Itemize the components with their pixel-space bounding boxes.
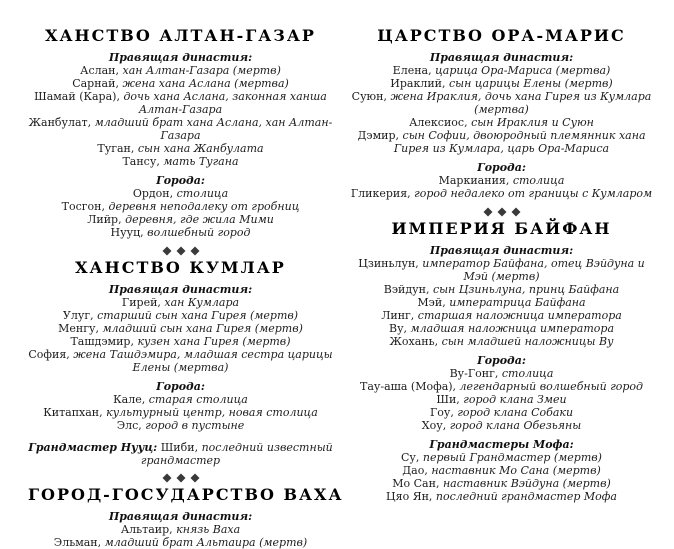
entry-name: Гоу: [429, 405, 451, 419]
entry-name: Сарнай: [72, 77, 116, 90]
list-item: Ордон, столица: [132, 187, 229, 200]
entry-name: Эльман: [53, 536, 98, 549]
entry-name: Цяо Ян: [386, 489, 429, 503]
realm-section: [28, 283, 333, 374]
entry-name: Цзиньлун: [358, 256, 416, 270]
entry-name: Вэйдун: [383, 282, 426, 296]
realm-section: [349, 244, 654, 348]
entry-name: Аслан: [80, 64, 116, 77]
right-column: [349, 26, 654, 549]
entry-description: столица: [512, 174, 565, 187]
realm-title: ГОРОД-ГОСУДАРСТВО ВАХА: [28, 485, 344, 504]
list-item: Ираклий, сын царицы Елены (мертв): [390, 77, 613, 90]
list-item: Гоу, город клана Собаки: [429, 405, 574, 419]
list-item: Дао, наставник Мо Сана (мертв): [402, 463, 601, 477]
entry-description: первый Грандмастер (мертв): [422, 450, 602, 464]
entry-name: Мэй: [417, 295, 443, 309]
entry-name: Ву-Гонг: [449, 366, 495, 380]
list-item: Дэмир, сын Софии, двоюродный племянник хана Гирея из Кумлара, царь Ора-Мариса: [357, 129, 646, 155]
entry-description: сын Ираклия и Суюн: [471, 116, 594, 129]
realm-section: [28, 441, 333, 467]
entry-description: последний известный грандмастер: [140, 440, 333, 467]
list-item: Китапхан, культурный центр, новая столица: [43, 405, 318, 419]
entry-description: столица: [501, 366, 554, 380]
entry-description: деревня неподалеку от гробниц: [108, 200, 300, 213]
entry-name: Ираклий: [390, 77, 443, 90]
entry-description: младшая наложница императора: [410, 321, 615, 335]
entry-description: жена хана Аслана (мертва): [122, 77, 289, 90]
realm-section: [349, 161, 654, 200]
list-item: Элс, город в пустыне: [116, 418, 245, 432]
realm-section: [349, 354, 654, 432]
list-item: Жанбулат, младший брат хана Аслана, хан Алтан-Газара: [28, 116, 333, 142]
entry-description: мать Тугана: [163, 155, 239, 168]
diamond-separator-icon: [162, 473, 200, 483]
entry-name: Шамай (Кара): [34, 90, 117, 103]
realm-section: [28, 510, 333, 549]
entry-name: Альтаир: [120, 523, 170, 536]
entry-name: Тансу: [122, 155, 157, 168]
entry-name: Шиби: [160, 440, 195, 454]
entry-description: город клана Обезьяны: [449, 418, 582, 432]
realm-title: ЦАРСТВО ОРА-МАРИС: [377, 26, 626, 45]
entry-description: младший брат хана Аслана, хан Алтан-Газара: [94, 116, 333, 142]
entry-name: Жохань: [389, 334, 435, 348]
entry-description: столица: [176, 187, 229, 200]
section-heading: Правящая династия:: [429, 243, 574, 257]
entry-description: сын младшей наложницы Ву: [441, 334, 614, 348]
entry-name: Жанбулат: [28, 116, 88, 129]
section-heading: Грандмастеры Мофа:: [429, 437, 574, 451]
entry-description: наставник Мо Сана (мертв): [431, 463, 601, 477]
entry-name: Ши: [436, 392, 457, 406]
list-item: Тау-аша (Мофа), легендарный волшебный город: [359, 379, 644, 393]
list-item: Гирей, хан Кумлара: [121, 295, 240, 309]
entry-name: Ташдэмир: [70, 334, 131, 348]
entry-name: Гликерия: [350, 187, 408, 200]
realm-block: [28, 26, 333, 239]
entry-name: Суюн: [351, 90, 384, 103]
list-item: Эльман, младший брат Альтаира (мертв): [53, 536, 308, 549]
list-item: Улуг, старший сын хана Гирея (мертв): [62, 308, 299, 322]
list-item: Менгу, младший сын хана Гирея (мертв): [58, 321, 303, 335]
entry-description: жена Ташдэмира, младшая сестра царицы Елены (мертва): [73, 347, 333, 374]
entry-name: Нууц: [110, 226, 141, 239]
entry-name: Хоу: [421, 418, 443, 432]
list-item: Ву-Гонг, столица: [449, 366, 554, 380]
list-item: Шамай (Кара), дочь хана Аслана, законная ханша Алтан-Газара: [34, 90, 327, 116]
list-item: Тансу, мать Тугана: [122, 155, 239, 168]
entry-description: хан Кумлара: [164, 295, 240, 309]
section-heading: Правящая династия:: [108, 510, 253, 523]
realm-title: ХАНСТВО АЛТАН-ГАЗАР: [45, 26, 316, 45]
entry-name: Ордон: [132, 187, 170, 200]
entry-description: кузен хана Гирея (мертв): [137, 334, 291, 348]
list-item: Туган, сын хана Жанбулата: [97, 142, 264, 155]
list-item: Шиби, последний известный грандмастер: [140, 440, 333, 467]
entry-description: хан Алтан-Газара (мертв): [122, 64, 281, 77]
entry-name: Маркиания: [438, 174, 506, 187]
entry-name: Туган: [97, 142, 131, 155]
entry-description: император Байфана, отец Вэйдуна и Мэй (мертв): [422, 256, 645, 283]
entry-description: старая столица: [148, 392, 248, 406]
section-heading: Города:: [156, 174, 205, 187]
list-item: Жохань, сын младшей наложницы Ву: [389, 334, 614, 348]
section-heading: Города:: [477, 161, 526, 174]
entry-description: сын хана Жанбулата: [137, 142, 264, 155]
entry-description: город клана Собаки: [457, 405, 574, 419]
list-item: Сарнай, жена хана Аслана (мертва): [72, 77, 289, 90]
entry-name: Кале: [113, 392, 142, 406]
realm-title: ИМПЕРИЯ БАЙФАН: [391, 218, 612, 238]
entry-name: Лийр: [87, 213, 119, 226]
diamond-separator-icon: [162, 246, 200, 256]
entry-name: Ву: [388, 321, 404, 335]
section-heading: Грандмастер Нууц:: [28, 440, 158, 454]
list-item: Гликерия, город недалеко от границы с Кумларом: [350, 187, 653, 200]
list-item: Мэй, императрица Байфана: [417, 295, 586, 309]
list-item: Цзиньлун, император Байфана, отец Вэйдуна и Мэй (мертв): [358, 256, 645, 283]
list-item: Нууц, волшебный город: [110, 226, 251, 239]
list-item: Мо Сан, наставник Вэйдуна (мертв): [392, 476, 611, 490]
section-separator: [28, 472, 333, 484]
list-item: Ву, младшая наложница императора: [388, 321, 615, 335]
realm-section: [349, 51, 654, 155]
realm-section: [28, 380, 333, 432]
list-item: Линг, старшая наложница императора: [381, 308, 622, 322]
entry-description: деревня, где жила Мими: [125, 213, 274, 226]
entry-description: императрица Байфана: [449, 295, 586, 309]
entry-description: жена Ираклия, дочь хана Гирея из Кумлара (мертва): [390, 90, 652, 116]
realm-block: [349, 26, 654, 200]
entry-description: дочь хана Аслана, законная ханша Алтан-Газара: [123, 90, 327, 116]
realm-section: [28, 174, 333, 239]
section-heading: Города:: [156, 379, 205, 393]
entry-description: наставник Вэйдуна (мертв): [442, 476, 611, 490]
entry-description: волшебный город: [147, 226, 251, 239]
entry-name: Китапхан: [43, 405, 100, 419]
entry-name: Мо Сан: [392, 476, 436, 490]
list-item: Вэйдун, сын Цзиньлуна, принц Байфана: [383, 282, 620, 296]
section-separator: [28, 244, 333, 256]
entry-name: Алексиос: [409, 116, 465, 129]
list-item: Алексиос, сын Ираклия и Суюн: [409, 116, 594, 129]
entry-description: младший сын хана Гирея (мертв): [102, 321, 303, 335]
section-heading: Города:: [477, 353, 526, 367]
entry-name: Гирей: [121, 295, 158, 309]
realm-title: ХАНСТВО КУМЛАР: [75, 257, 286, 277]
section-heading: Правящая династия:: [429, 51, 574, 64]
list-item: Ташдэмир, кузен хана Гирея (мертв): [70, 334, 291, 348]
entry-description: город недалеко от границы с Кумларом: [414, 187, 653, 200]
entry-name: Елена: [392, 64, 429, 77]
entry-description: старшая наложница императора: [417, 308, 622, 322]
entry-name: Линг: [381, 308, 411, 322]
realm-block: [28, 258, 333, 467]
entry-description: город в пустыне: [145, 418, 245, 432]
list-item: Маркиания, столица: [438, 174, 565, 187]
entry-description: легендарный волшебный город: [459, 379, 644, 393]
list-item: Тосгон, деревня неподалеку от гробниц: [61, 200, 300, 213]
entry-name: Улуг: [62, 308, 91, 322]
list-item: Хоу, город клана Обезьяны: [421, 418, 582, 432]
section-heading: Правящая династия:: [108, 51, 253, 64]
entry-name: Дао: [402, 463, 425, 477]
left-column: [28, 26, 344, 549]
entry-description: сын царицы Елены (мертв): [449, 77, 613, 90]
entry-name: Менгу: [58, 321, 96, 335]
entry-description: сын Софии, двоюродный племянник хана Гирея из Кумлара, царь Ора-Мариса: [393, 129, 646, 155]
list-item: Лийр, деревня, где жила Мими: [87, 213, 274, 226]
entry-name: Элс: [116, 418, 139, 432]
list-item: Аслан, хан Алтан-Газара (мертв): [80, 64, 281, 77]
list-item: Цяо Ян, последний грандмастер Мофа: [386, 489, 617, 503]
entry-name: Дэмир: [357, 129, 396, 142]
entry-description: князь Ваха: [176, 523, 241, 536]
list-item: София, жена Ташдэмира, младшая сестра царицы Елены (мертва): [28, 347, 333, 374]
list-item: Ши, город клана Змеи: [436, 392, 567, 406]
realm-block: [28, 485, 344, 549]
realm-section: [28, 51, 333, 168]
entry-description: старший сын хана Гирея (мертв): [97, 308, 299, 322]
list-item: Кале, старая столица: [113, 392, 248, 406]
realm-section: [349, 438, 654, 503]
entry-description: последний грандмастер Мофа: [435, 489, 617, 503]
diamond-separator-icon: [483, 207, 521, 217]
section-separator: [349, 205, 654, 217]
list-item: Суюн, жена Ираклия, дочь хана Гирея из Кумлара (мертва): [351, 90, 652, 116]
list-item: Альтаир, князь Ваха: [120, 523, 241, 536]
entry-description: культурный центр, новая столица: [106, 405, 318, 419]
list-item: Елена, царица Ора-Мариса (мертва): [392, 64, 611, 77]
entry-description: сын Цзиньлуна, принц Байфана: [432, 282, 620, 296]
entry-description: младший брат Альтаира (мертв): [104, 536, 308, 549]
entry-name: Су: [401, 450, 416, 464]
entry-name: София: [28, 347, 67, 361]
entry-description: город клана Змеи: [463, 392, 567, 406]
section-heading: Правящая династия:: [108, 282, 253, 296]
entry-name: Тосгон: [61, 200, 102, 213]
realm-block: [349, 219, 654, 503]
list-item: Су, первый Грандмастер (мертв): [401, 450, 602, 464]
entry-name: Тау-аша (Мофа): [359, 379, 453, 393]
entry-description: царица Ора-Мариса (мертва): [435, 64, 611, 77]
